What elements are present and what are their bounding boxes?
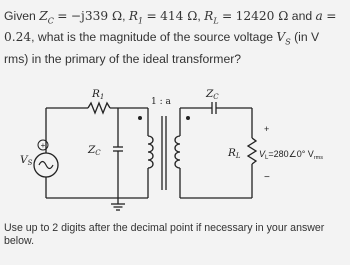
vs-label: V (20, 154, 28, 166)
question-main: , what is the magnitude of the source voltage (31, 30, 274, 45)
rl-symbol: $R_L$ (204, 9, 219, 26)
svg-text:+: + (40, 141, 46, 150)
vl-plus: + (264, 124, 270, 134)
vs-symbol: $V_S$ (276, 30, 291, 47)
r1-label: R (92, 88, 100, 100)
svg-text:VS: VS (20, 154, 33, 167)
svg-text:ZC: ZC (88, 144, 101, 157)
svg-text:RL: RL (228, 147, 241, 160)
a-symbol: a (315, 9, 323, 23)
zc-symbol: $Z_C$ (39, 9, 54, 26)
and-word: and (291, 9, 313, 23)
svg-text:R1: R1 (92, 88, 105, 101)
zc-right-label: Z (206, 88, 214, 100)
instruction-text: Use up to 2 digits after the decimal point if necessary in your answer below. (4, 222, 325, 247)
zc-value: −j339 Ω (70, 9, 123, 23)
question-unit: (in V rms) in the primary of the ideal transformer? (4, 30, 320, 66)
rl-label: R (228, 147, 236, 159)
ratio-label: 1 : a (151, 97, 171, 107)
svg-text:ZC: ZC (206, 88, 219, 101)
vl-label: $V_L=280\angle 0^\circ$ $V_{rms}$ (259, 149, 323, 161)
a-value: 0.24 (4, 30, 32, 45)
rl-value: 12420 Ω (235, 9, 289, 23)
circuit-diagram (0, 78, 350, 218)
vl-minus: − (264, 172, 270, 183)
r1-symbol: $R_1$ (128, 9, 144, 26)
r1-value: 414 Ω (160, 9, 198, 23)
question-text: Given $Z_C = -j339$ Ω, $R_1 = 414$ Ω, $R_L = 12420$ Ω and a = 0.24, what is the magnitude of the source voltage $V_S$ (in V rms) in the primary of the ideal transformer? (4, 9, 337, 66)
given-word: Given (4, 9, 36, 23)
zc-left-label: Z (88, 144, 96, 156)
